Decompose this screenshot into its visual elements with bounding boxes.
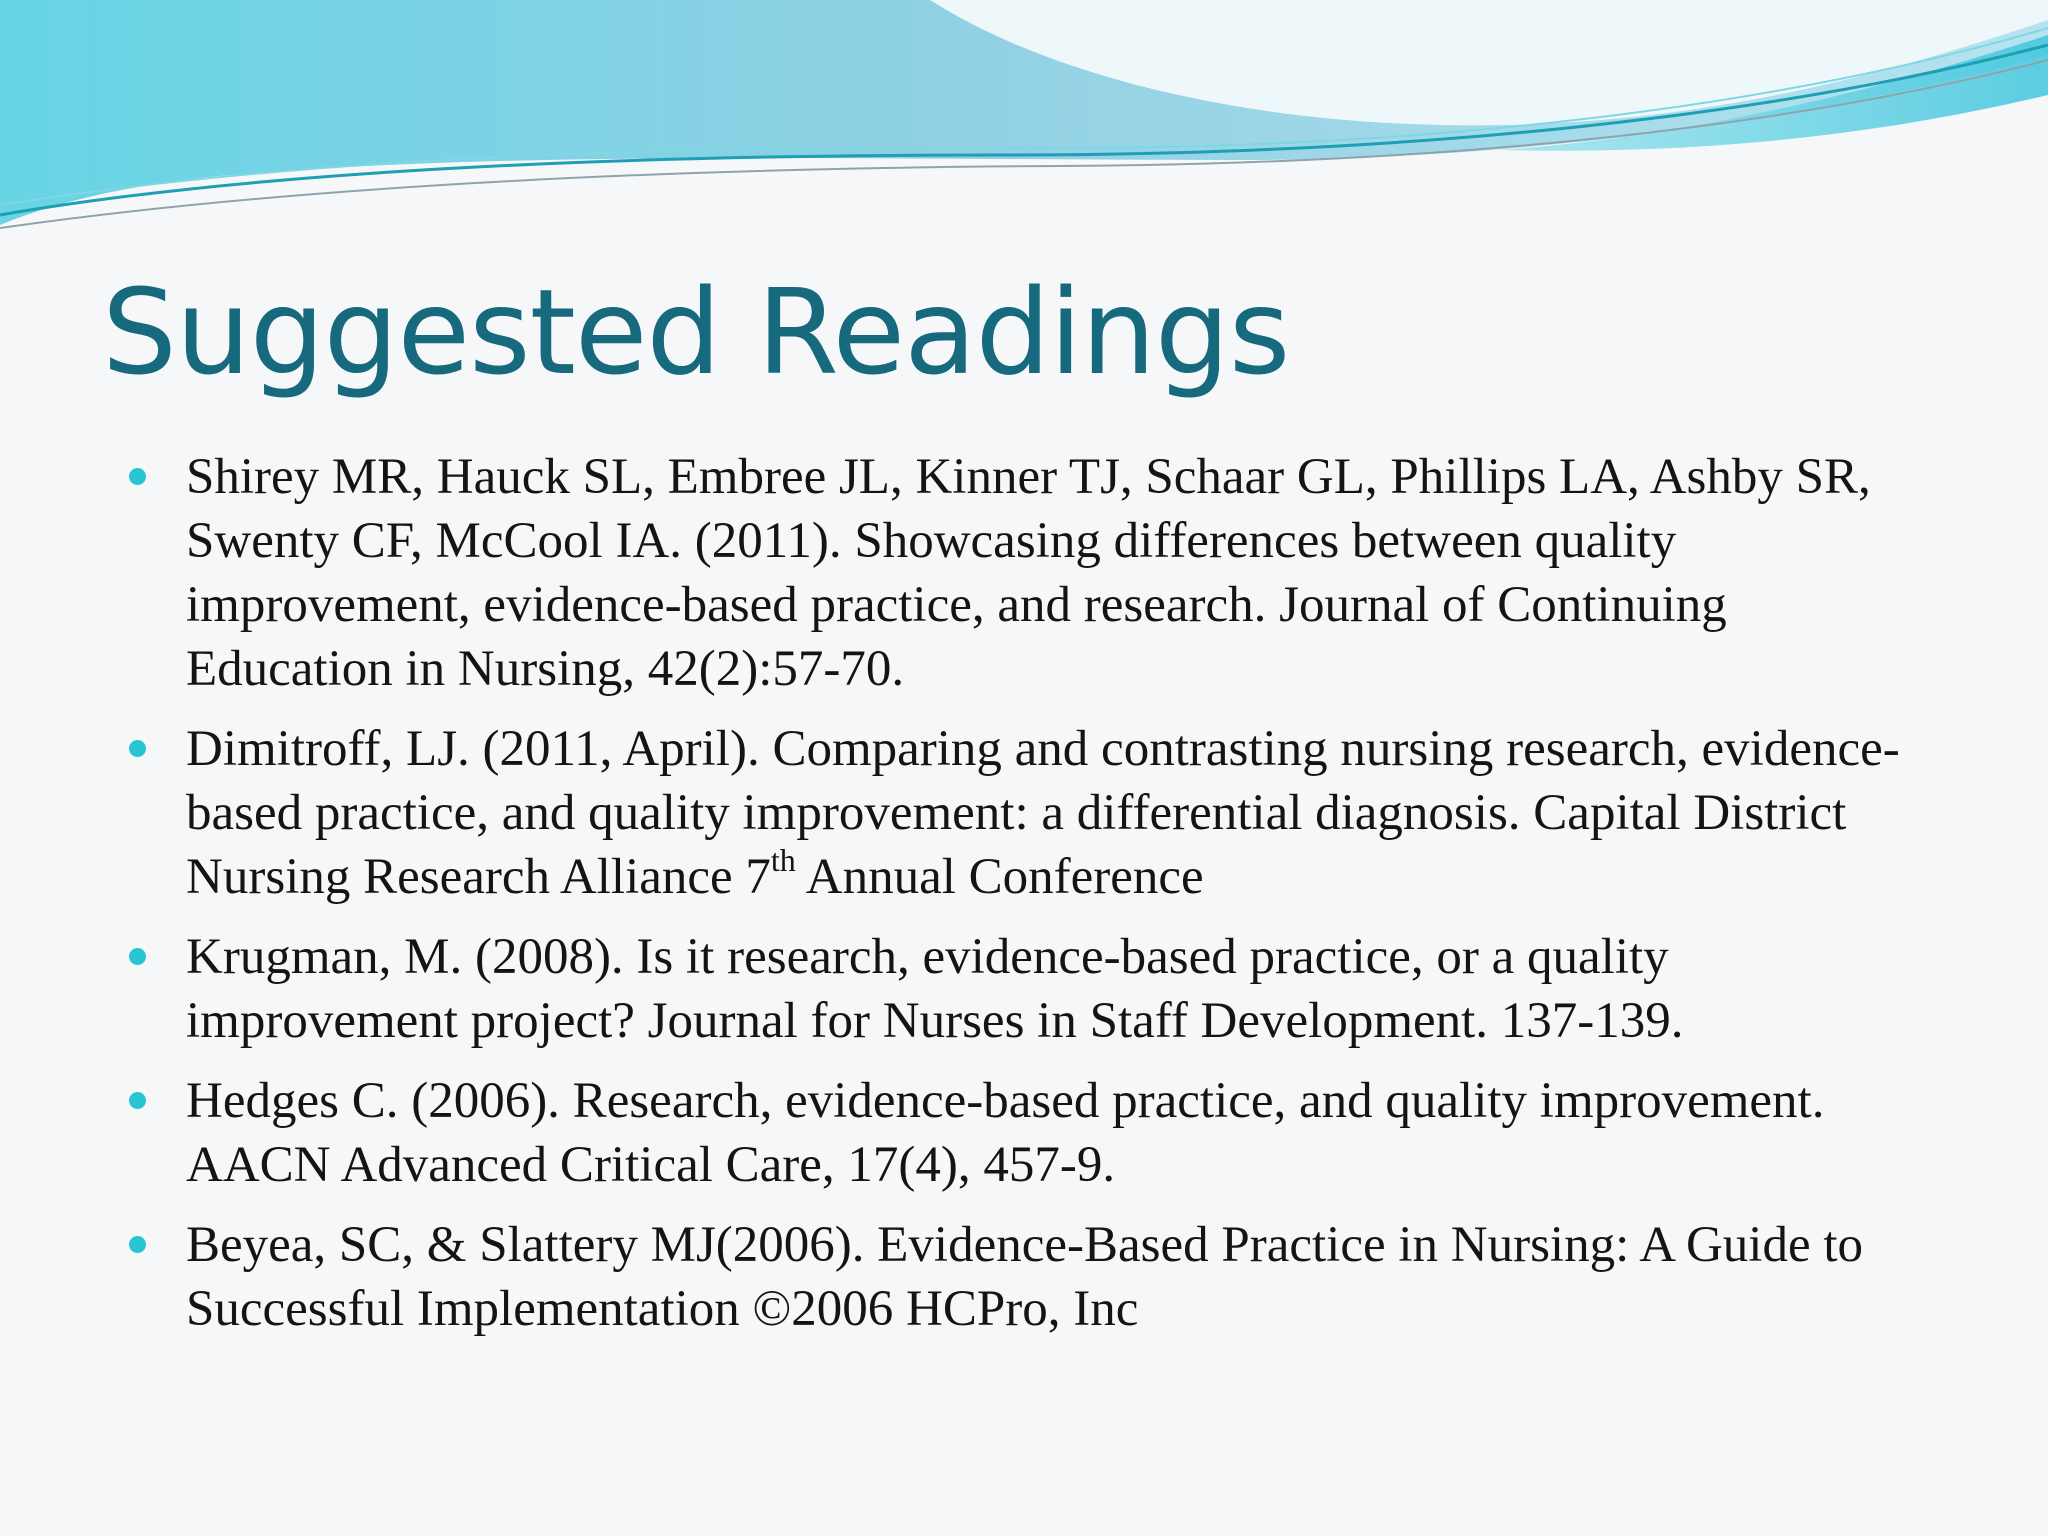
citation-text-main: Dimitroff, LJ. (2011, April). Comparing and contrasting nursing research, evidence-based practice, and quality improvement: a differential diagnosis. Capital District Nursing Research Alliance 7 bbox=[186, 721, 1900, 905]
decorative-wave-header bbox=[0, 0, 2048, 240]
bullet-dot-icon bbox=[129, 1092, 146, 1109]
reading-item-hedges bbox=[124, 1069, 1924, 1197]
reading-item-krugman bbox=[124, 925, 1924, 1053]
bullet-dot-icon bbox=[129, 468, 146, 485]
citation-text-tail: Annual Conference bbox=[795, 849, 1204, 905]
reading-item-shirey bbox=[124, 445, 1924, 701]
citation-text: Beyea, SC, & Slattery MJ(2006). Evidence-Based Practice in Nursing: A Guide to Successful Implementation ©2006 HCPro, Inc bbox=[186, 1217, 1864, 1337]
citation-text: Shirey MR, Hauck SL, Embree JL, Kinner TJ, Schaar GL, Phillips LA, Ashby SR, Swenty CF, McCool IA. (2011). Showcasing differences between quality improvement, evidence-based practice, and research. Journal of Continuing Education in Nursing, 42(2):57-70. bbox=[186, 449, 1871, 697]
ordinal-superscript: th bbox=[770, 842, 796, 878]
suggested-readings-list bbox=[124, 445, 1924, 1357]
bullet-dot-icon bbox=[129, 1236, 146, 1253]
reading-item-beyea bbox=[124, 1213, 1924, 1341]
reading-item-dimitroff bbox=[124, 717, 1924, 909]
citation-text: Hedges C. (2006). Research, evidence-based practice, and quality improvement. AACN Advanced Critical Care, 17(4), 457-9. bbox=[186, 1073, 1825, 1193]
slide-title: Suggested Readings bbox=[102, 263, 1290, 401]
citation-text: Krugman, M. (2008). Is it research, evidence-based practice, or a quality improvement project? Journal for Nurses in Staff Development. 137-139. bbox=[186, 929, 1684, 1049]
citation-text bbox=[186, 717, 1924, 909]
bullet-dot-icon bbox=[129, 948, 146, 965]
bullet-dot-icon bbox=[129, 740, 146, 757]
